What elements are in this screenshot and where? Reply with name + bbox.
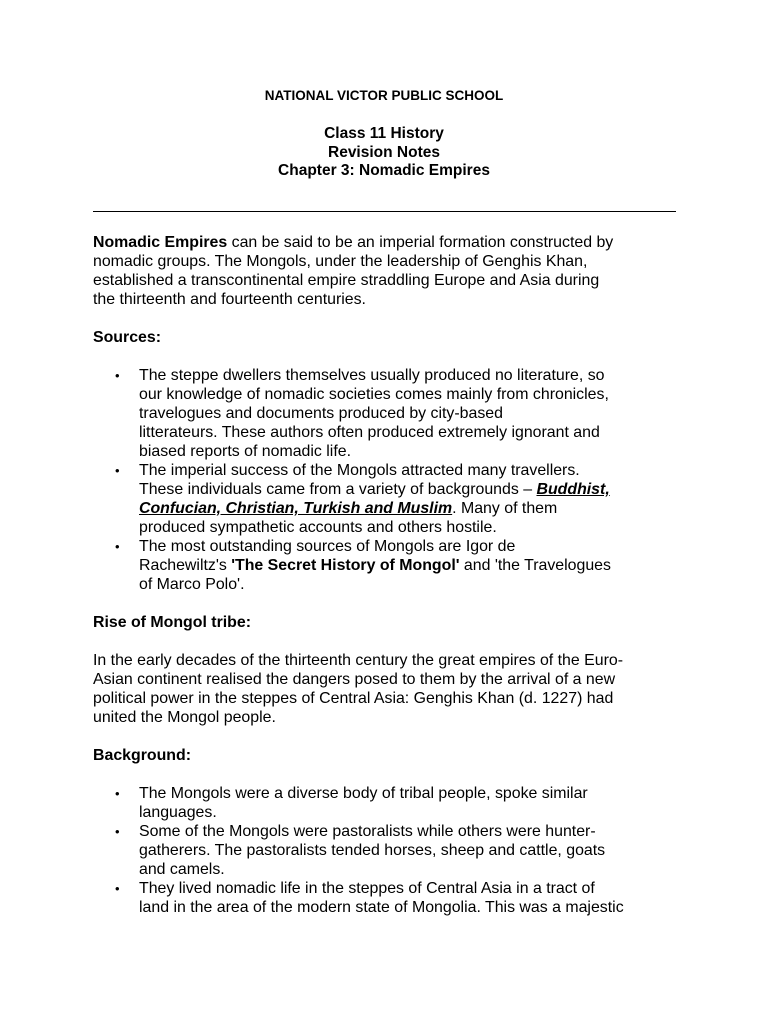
list-item-line: our knowledge of nomadic societies comes mainly from chronicles,	[139, 386, 609, 403]
intro-paragraph	[93, 233, 685, 309]
notes-title: Revision Notes	[328, 143, 440, 161]
school-name: NATIONAL VICTOR PUBLIC SCHOOL	[264, 88, 504, 103]
rise-line: In the early decades of the thirteenth century the great empires of the Euro-	[93, 652, 623, 669]
list-item-line: The steppe dwellers themselves usually produced no literature, so	[139, 367, 605, 384]
emphasized-text: Buddhist,	[536, 481, 610, 498]
list-item	[115, 784, 685, 822]
intro-term: Nomadic Empires	[93, 234, 228, 251]
class-title: Class 11 History	[324, 125, 444, 142]
list-item-line: These individuals came from a variety of backgrounds –	[139, 481, 537, 498]
list-item	[115, 822, 685, 879]
list-item-line: litterateurs. These authors often produced extremely ignorant and	[139, 424, 600, 441]
sources-list	[93, 366, 685, 594]
list-item-line: gatherers. The pastoralists tended horses, sheep and cattle, goats	[139, 842, 606, 859]
list-item-line: The most outstanding sources of Mongols are Igor de	[139, 538, 516, 555]
list-item-line: and 'the Travelogues	[459, 557, 611, 574]
emphasized-text: Confucian, Christian, Turkish and Muslim	[139, 500, 453, 517]
title-block	[0, 125, 768, 181]
bullet-icon: •	[115, 368, 120, 383]
intro-line-3: established a transcontinental empire straddling Europe and Asia during	[93, 272, 600, 289]
list-item-line: travelogues and documents produced by city-based	[139, 405, 503, 422]
list-item-line: The Mongols were a diverse body of tribal people, spoke similar	[139, 785, 588, 802]
list-item	[115, 537, 685, 594]
horizontal-rule	[93, 211, 676, 212]
intro-line-4: the thirteenth and fourteenth centuries.	[93, 291, 366, 308]
list-item	[115, 461, 685, 537]
list-item-line: of Marco Polo'.	[139, 576, 245, 593]
book-title: 'The Secret History of Mongol'	[231, 557, 460, 574]
list-item	[115, 366, 685, 461]
list-item-line: land in the area of the modern state of Mongolia. This was a majestic	[139, 899, 624, 916]
bullet-icon: •	[115, 463, 120, 478]
bullet-icon: •	[115, 786, 120, 801]
background-list	[93, 784, 685, 917]
list-item-line: Some of the Mongols were pastoralists while others were hunter-	[139, 823, 596, 840]
rise-line: Asian continent realised the dangers posed to them by the arrival of a new	[93, 671, 616, 688]
bullet-icon: •	[115, 824, 120, 839]
intro-line-2: nomadic groups. The Mongols, under the leadership of Genghis Khan,	[93, 253, 588, 270]
bullet-icon: •	[115, 881, 120, 896]
rise-heading: Rise of Mongol tribe:	[93, 614, 252, 631]
list-item	[115, 879, 685, 917]
rise-line: political power in the steppes of Central Asia: Genghis Khan (d. 1227) had	[93, 690, 614, 707]
list-item-line: . Many of them	[452, 500, 558, 517]
list-item-line: They lived nomadic life in the steppes of Central Asia in a tract of	[139, 880, 595, 897]
list-item-line: produced sympathetic accounts and others hostile.	[139, 519, 497, 536]
document-body	[93, 233, 685, 936]
list-item-line: Rachewiltz's	[139, 557, 232, 574]
bullet-icon: •	[115, 539, 120, 554]
list-item-line: The imperial success of the Mongols attracted many travellers.	[139, 462, 580, 479]
list-item-line: languages.	[139, 804, 217, 821]
rise-line: united the Mongol people.	[93, 709, 276, 726]
intro-line-1-rest: can be said to be an imperial formation constructed by	[227, 234, 614, 251]
sources-heading: Sources:	[93, 329, 162, 346]
chapter-title: Chapter 3: Nomadic Empires	[278, 162, 490, 179]
list-item-line: and camels.	[139, 861, 225, 878]
list-item-line: biased reports of nomadic life.	[139, 443, 351, 460]
background-heading: Background:	[93, 747, 191, 764]
rise-paragraph	[93, 651, 685, 727]
